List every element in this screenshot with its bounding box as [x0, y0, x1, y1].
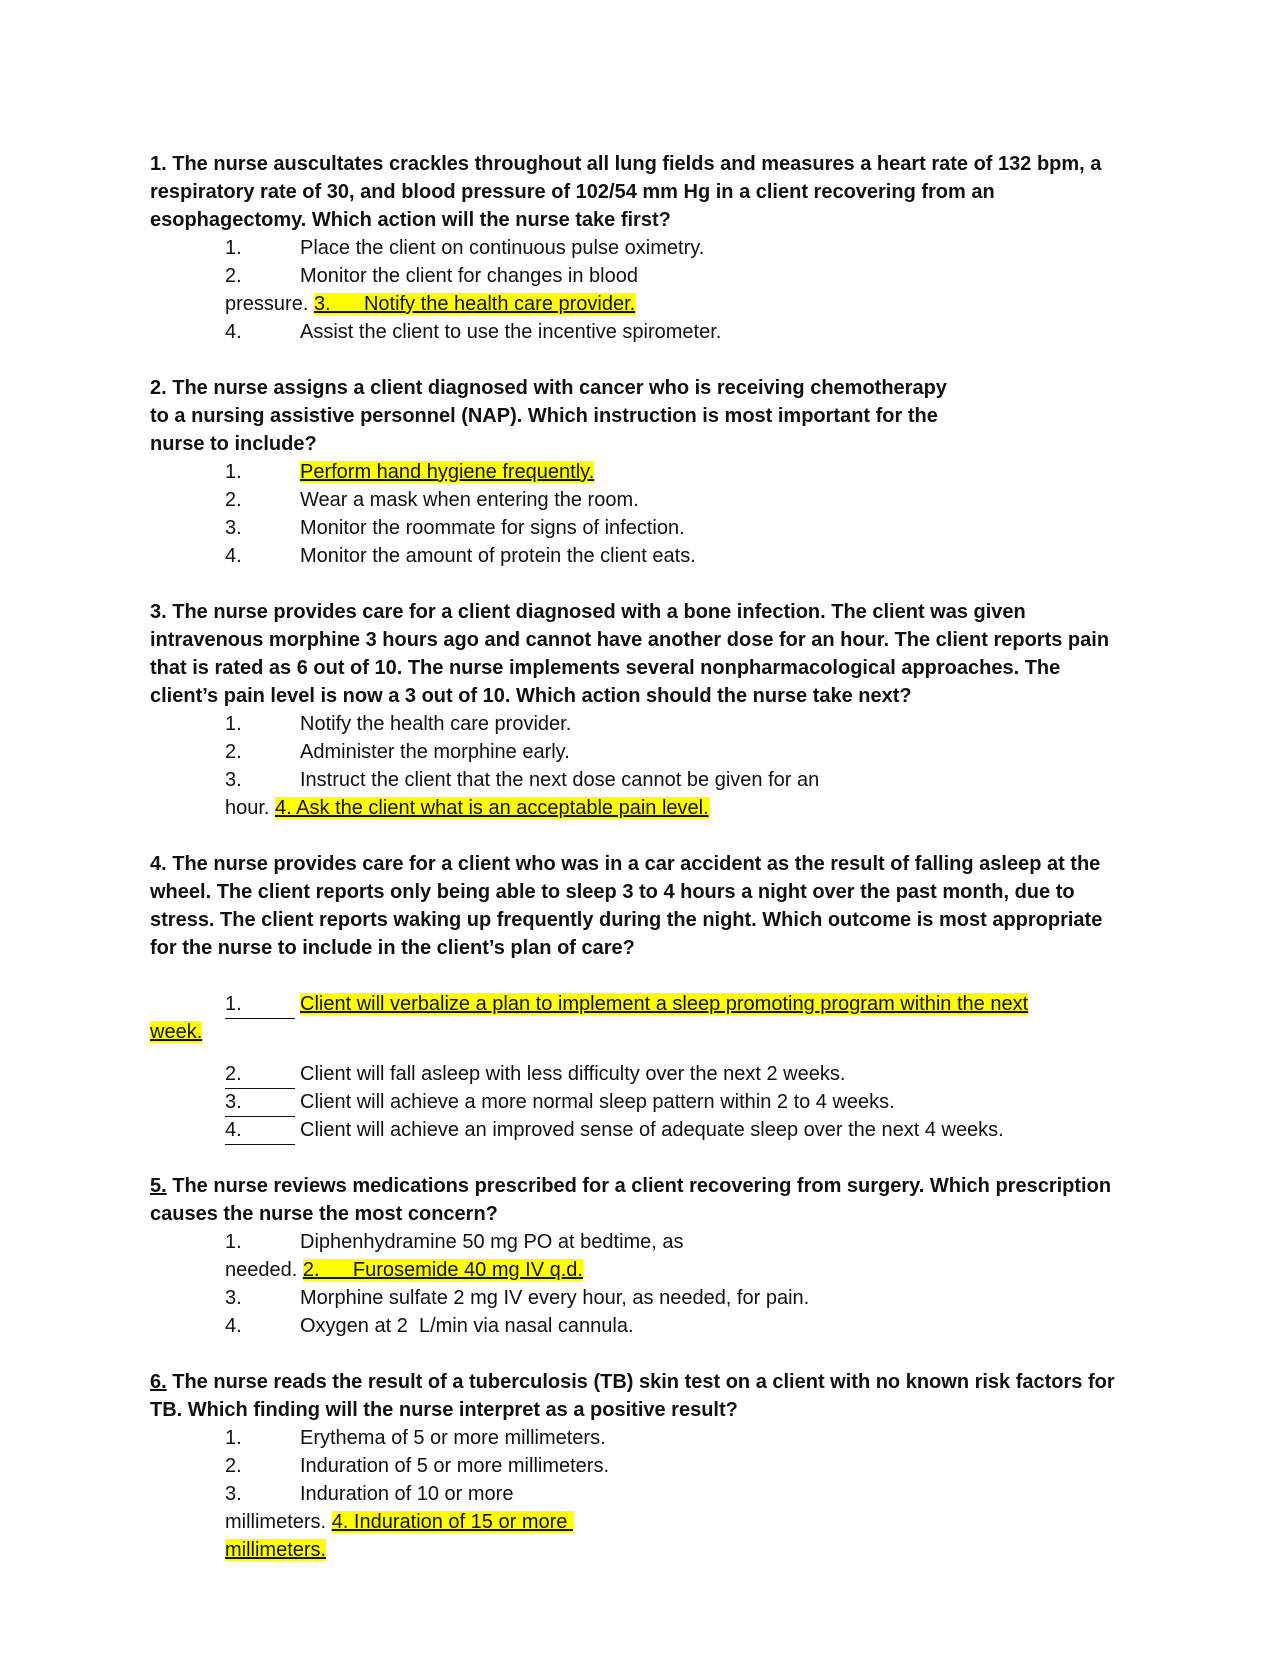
option-number: 2. — [225, 741, 242, 763]
option-text: Diphenhydramine 50 mg PO at bedtime, as — [300, 1231, 684, 1253]
question-number: 5. — [150, 1175, 167, 1197]
option-text: Erythema of 5 or more millimeters. — [300, 1427, 606, 1449]
option-number: 4. — [225, 545, 242, 567]
option-text: Administer the morphine early. — [300, 741, 570, 763]
option-number: 4. — [225, 1315, 242, 1337]
option-text: Monitor the client for changes in blood — [300, 265, 638, 287]
option-number: 3. — [225, 769, 242, 791]
question-number: 6. — [150, 1371, 167, 1393]
question-5 — [150, 1172, 1130, 1340]
correct-answer: 4. Ask the client what is an acceptable pain level. — [275, 797, 709, 819]
correct-answer: Client will verbalize a plan to implement a sleep promoting program within the next — [300, 993, 1029, 1015]
question-text: The nurse reviews medications prescribed for a client recovering from surgery. Which prescription causes the nurse the most concern? — [150, 1175, 1112, 1225]
option-text-continued: needed. — [225, 1259, 298, 1281]
option-text: Monitor the amount of protein the client eats. — [300, 545, 696, 567]
option-text: Monitor the roommate for signs of infection. — [300, 517, 685, 539]
option-text: Oxygen at 2 L/min via nasal cannula. — [300, 1315, 634, 1337]
option-number: 1. — [225, 1231, 242, 1253]
question-stem: 2. The nurse assigns a client diagnosed with cancer who is receiving chemotherapy to a nursing assistive personnel (NAP). Which instruction is most important for the nurse to include? — [150, 377, 947, 455]
option-number: 4. — [225, 321, 242, 343]
option-text-continued: hour. — [225, 797, 270, 819]
correct-answer-continued: week. — [150, 1021, 203, 1043]
option-text: Notify the health care provider. — [300, 713, 572, 735]
option-number: 3. — [225, 517, 242, 539]
question-stem — [150, 1172, 1130, 1228]
option-number: 1. — [225, 713, 242, 735]
question-4 — [150, 850, 1130, 1144]
document-page — [150, 150, 1130, 1592]
question-3 — [150, 598, 1130, 822]
correct-answer: 4. Induration of 15 or more — [331, 1511, 573, 1533]
option-number: 1. — [225, 461, 242, 483]
correct-answer: Perform hand hygiene frequently. — [300, 461, 595, 483]
option-text: Wear a mask when entering the room. — [300, 489, 639, 511]
option-text: Morphine sulfate 2 mg IV every hour, as needed, for pain. — [300, 1287, 810, 1309]
option-text: Client will achieve an improved sense of adequate sleep over the next 4 weeks. — [300, 1119, 1004, 1141]
option-number: 2. — [225, 1455, 242, 1477]
option-number: 2. — [225, 1060, 295, 1089]
option-number: 1. — [225, 237, 242, 259]
option-text-continued: millimeters. — [225, 1511, 327, 1533]
option-number: 2. — [225, 265, 242, 287]
option-text: Place the client on continuous pulse oximetry. — [300, 237, 705, 259]
option-number: 1. — [225, 1427, 242, 1449]
option-text-continued: pressure. — [225, 293, 309, 315]
question-stem — [150, 1368, 1130, 1424]
question-text: The nurse reads the result of a tuberculosis (TB) skin test on a client with no known risk factors for TB. Which finding will the nurse interpret as a positive result? — [150, 1371, 1115, 1421]
question-6 — [150, 1368, 1130, 1564]
option-text: Instruct the client that the next dose cannot be given for an — [300, 769, 820, 791]
question-2 — [150, 374, 1130, 570]
correct-answer: 3. Notify the health care provider. — [313, 293, 636, 315]
option-number: 3. — [225, 1483, 242, 1505]
option-text: Client will achieve a more normal sleep pattern within 2 to 4 weeks. — [300, 1091, 895, 1113]
question-stem: 3. The nurse provides care for a client diagnosed with a bone infection. The client was given intravenous morphine 3 hours ago and cannot have another dose for an hour. The client reports pain that is rated as 6 out of 10. The nurse implements several nonpharmacological approaches. The client’s pain level is now a 3 out of 10. Which action should the nurse take next? — [150, 601, 1110, 707]
option-number: 2. — [225, 489, 242, 511]
option-text: Client will fall asleep with less difficulty over the next 2 weeks. — [300, 1063, 846, 1085]
option-number: 3. — [225, 1088, 295, 1117]
option-number: 3. — [225, 1287, 242, 1309]
option-text: Induration of 10 or more — [300, 1483, 514, 1505]
option-text: Induration of 5 or more millimeters. — [300, 1455, 610, 1477]
question-stem: 4. The nurse provides care for a client who was in a car accident as the result of falling asleep at the wheel. The client reports only being able to sleep 3 to 4 hours a night over the past month, due to stress. The client reports waking up frequently during the night. Which outcome is most appropriate for the nurse to include in the client’s plan of care? — [150, 853, 1103, 959]
correct-answer-continued: millimeters. — [225, 1539, 327, 1561]
correct-answer: 2. Furosemide 40 mg IV q.d. — [302, 1259, 583, 1281]
option-number: 4. — [225, 1116, 295, 1145]
option-number: 1. — [225, 990, 295, 1019]
question-1 — [150, 150, 1130, 346]
option-text: Assist the client to use the incentive spirometer. — [300, 321, 722, 343]
question-stem: 1. The nurse auscultates crackles throughout all lung fields and measures a heart rate of 132 bpm, a respiratory rate of 30, and blood pressure of 102/54 mm Hg in a client recovering from an esophagectomy. Which action will the nurse take first? — [150, 153, 1102, 231]
